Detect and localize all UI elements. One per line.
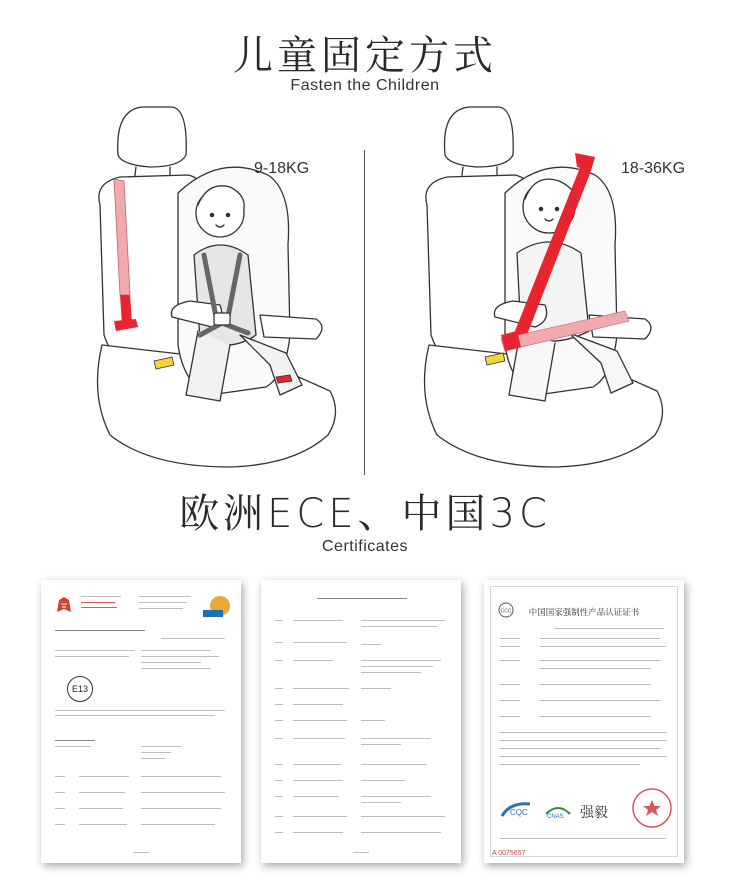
weight-range-harness: 9-18KG [254, 160, 310, 177]
section-divider [364, 150, 365, 475]
svg-text:CCC: CCC [500, 608, 512, 615]
certificate-ece-page2 [261, 580, 461, 863]
section-title-fastening: 儿童固定方式 [233, 33, 497, 79]
signature: 强毅 [580, 805, 608, 821]
seat-harness-illustration [80, 95, 350, 475]
seat-belt-illustration [405, 95, 675, 475]
svg-text:CNAS: CNAS [547, 814, 564, 820]
certificate-ccc [484, 580, 684, 863]
inch-logo-icon [201, 594, 231, 620]
section-subtitle-fastening: Fasten the Children [290, 77, 440, 94]
red-seal-icon [630, 786, 674, 830]
svg-text:CQC: CQC [510, 808, 528, 817]
section-title-certificates: 欧洲ECE、中国3C [179, 491, 551, 537]
certificate-ece-page1 [41, 580, 241, 863]
ccc-certificate-title: 中国国家强制性产品认证证书 [528, 608, 640, 618]
certificate-number: A 0075657 [492, 850, 526, 857]
lion-logo-icon [53, 594, 75, 616]
ece-e13-mark: E13 [67, 676, 93, 702]
cqc-logo-icon [500, 800, 540, 820]
section-subtitle-certificates: Certificates [321, 538, 409, 555]
weight-range-belt: 18-36KG [621, 160, 686, 177]
cnas-logo-icon [544, 800, 572, 820]
